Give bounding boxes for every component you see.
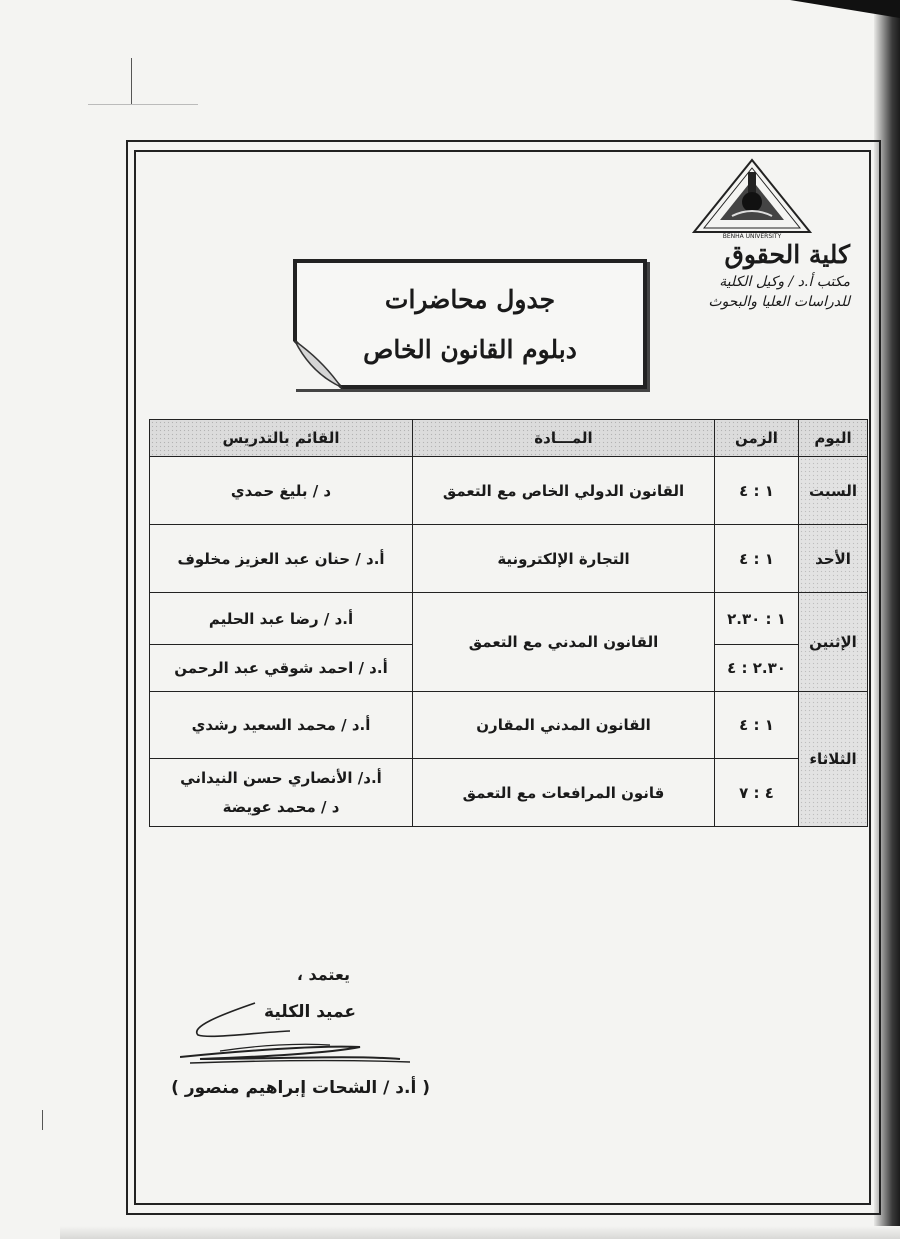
instructor-name: أ.د/ الأنصاري حسن النيداني: [180, 769, 382, 787]
time-cell: ١ : ٤: [715, 692, 799, 759]
university-seal-icon: [692, 158, 812, 240]
table-row: [150, 692, 868, 759]
time-cell: ١ : ٤: [715, 457, 799, 525]
subject-cell: قانون المرافعات مع التعمق: [413, 759, 715, 827]
header-subject: المـــادة: [413, 420, 715, 457]
page-subtitle: دبلوم القانون الخاص: [363, 335, 577, 364]
office-line: مكتب أ.د / وكيل الكلية: [719, 274, 850, 290]
subject-cell: القانون الدولي الخاص مع التعمق: [413, 457, 715, 525]
header-time: الزمن: [715, 420, 799, 457]
subject-cell: القانون المدني المقارن: [413, 692, 715, 759]
subject-cell: القانون المدني مع التعمق: [413, 593, 715, 692]
signature-mark: [180, 995, 420, 1075]
office-line: للدراسات العليا والبحوث: [708, 294, 850, 310]
scan-mark: [131, 58, 132, 104]
day-cell: الأحد: [799, 525, 868, 593]
instructor-cell: [150, 759, 413, 827]
instructor-cell: د / بليغ حمدي: [150, 457, 413, 525]
table-row: [150, 759, 868, 827]
time-cell: ٤ : ٧: [715, 759, 799, 827]
table-header-row: [150, 420, 868, 457]
table-row: [150, 457, 868, 525]
title-card: [293, 259, 647, 389]
subject-cell: التجارة الإلكترونية: [413, 525, 715, 593]
header-instructor: القائم بالتدريس: [150, 420, 413, 457]
page-title: جدول محاضرات: [384, 285, 556, 314]
instructor-cell: أ.د / رضا عبد الحليم: [150, 593, 413, 645]
dean-title: عميد الكلية: [264, 1002, 356, 1022]
scan-corner: [790, 0, 900, 18]
header-day: اليوم: [799, 420, 868, 457]
schedule-table: [149, 419, 868, 827]
scan-mark: [42, 1110, 43, 1130]
logo-text: BENHA UNIVERSITY: [722, 233, 782, 240]
page-curl-icon: [293, 339, 343, 389]
instructor-cell: أ.د / حنان عبد العزيز مخلوف: [150, 525, 413, 593]
faculty-name: كلية الحقوق: [724, 240, 850, 269]
table-row: [150, 593, 868, 645]
instructor-name: د / محمد عويضة: [222, 797, 340, 816]
approval-block: [171, 965, 480, 1115]
dean-name: ( أ.د / الشحات إبراهيم منصور ): [171, 1078, 430, 1098]
scan-bottom-edge: [60, 1226, 900, 1239]
time-cell: ٢.٣٠ : ٤: [715, 645, 799, 692]
time-cell: ١ : ٤: [715, 525, 799, 593]
day-cell: الإثنين: [799, 593, 868, 692]
approve-label: يعتمد ،: [296, 965, 350, 984]
scan-mark: [88, 104, 198, 105]
day-cell: الثلاثاء: [799, 692, 868, 827]
time-cell: ١ : ٢.٣٠: [715, 593, 799, 645]
instructor-cell: أ.د / احمد شوقي عبد الرحمن: [150, 645, 413, 692]
table-row: [150, 525, 868, 593]
instructor-cell: أ.د / محمد السعيد رشدي: [150, 692, 413, 759]
day-cell: السبت: [799, 457, 868, 525]
